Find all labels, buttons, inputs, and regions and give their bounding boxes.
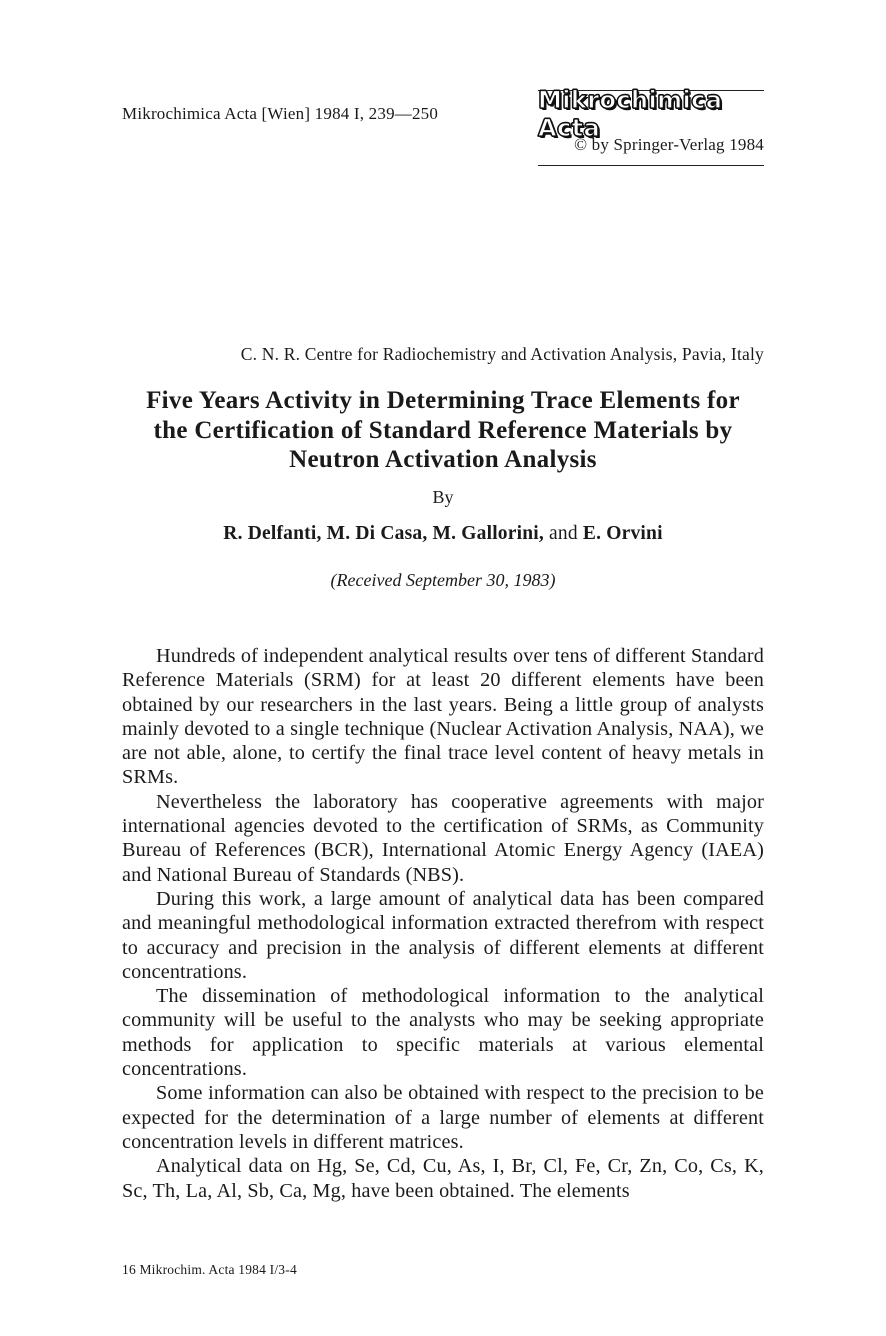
article-title: [122, 386, 764, 475]
author-conjunction: and: [549, 523, 578, 544]
byline: By: [432, 487, 454, 507]
body-paragraph: During this work, a large amount of analytical data has been compared and meaningful methodological information extracted therefrom with respect to accuracy and precision in the analysis of different elements at different concentrations.: [122, 887, 764, 983]
title-line: Five Years Activity in Determining Trace Elements for: [146, 387, 740, 414]
author-list: [122, 523, 764, 545]
page-signature: 16 Mikrochim. Acta 1984 I/3-4: [122, 1262, 297, 1277]
title-line: Neutron Activation Analysis: [289, 446, 597, 473]
journal-citation: Mikrochimica Acta [Wien] 1984 I, 239—250: [122, 104, 439, 123]
title-line: the Certification of Standard Reference Materials by: [153, 416, 733, 444]
copyright-notice: © by Springer-Verlag 1984: [574, 135, 764, 154]
author-name: M. Di Casa,: [326, 523, 428, 544]
body-paragraph: Hundreds of independent analytical results over tens of different Standard Reference Materials (SRM) for at least 20 different elements have been obtained by our researchers in the last years. Being a little group of analysts mainly devoted to a single technique (Nuclear Activation Analysis, NAA), we are not able, alone, to certify the final trace level content of heavy metals in SRMs.: [122, 645, 764, 789]
author-name: R. Delfanti,: [223, 523, 322, 544]
journal-logo: [538, 86, 764, 142]
body-paragraph: The dissemination of methodological information to the analytical community will be useful to the analysts who may be seeking appropriate methods for application to specific materials at various elemental concentrations.: [122, 985, 764, 1081]
body-paragraph: Some information can also be obtained with respect to the precision to be expected for the determination of a large number of elements at different concentration levels in different matrices.: [122, 1082, 764, 1153]
header-rule-bottom: [538, 165, 764, 166]
author-name: E. Orvini: [582, 523, 663, 544]
journal-logo-text: Mikrochimica Acta: [538, 86, 723, 142]
affiliation: C. N. R. Centre for Radiochemistry and Activation Analysis, Pavia, Italy: [240, 344, 764, 364]
body-paragraph: Analytical data on Hg, Se, Cd, Cu, As, I, Br, Cl, Fe, Cr, Zn, Co, Cs, K, Sc, Th, La, Al, Sb, Ca, Mg, have been obtained. The elements: [122, 1155, 764, 1202]
author-name: M. Gallorini,: [432, 523, 544, 544]
body-paragraph: Nevertheless the laboratory has cooperative agreements with major international agencies devoted to the certification of SRMs, as Community Bureau of References (BCR), International Atomic Energy Agency (IAEA) and National Bureau of Standards (NBS).: [122, 790, 764, 886]
article-body: [122, 644, 764, 1203]
received-date: (Received September 30, 1983): [330, 570, 556, 590]
